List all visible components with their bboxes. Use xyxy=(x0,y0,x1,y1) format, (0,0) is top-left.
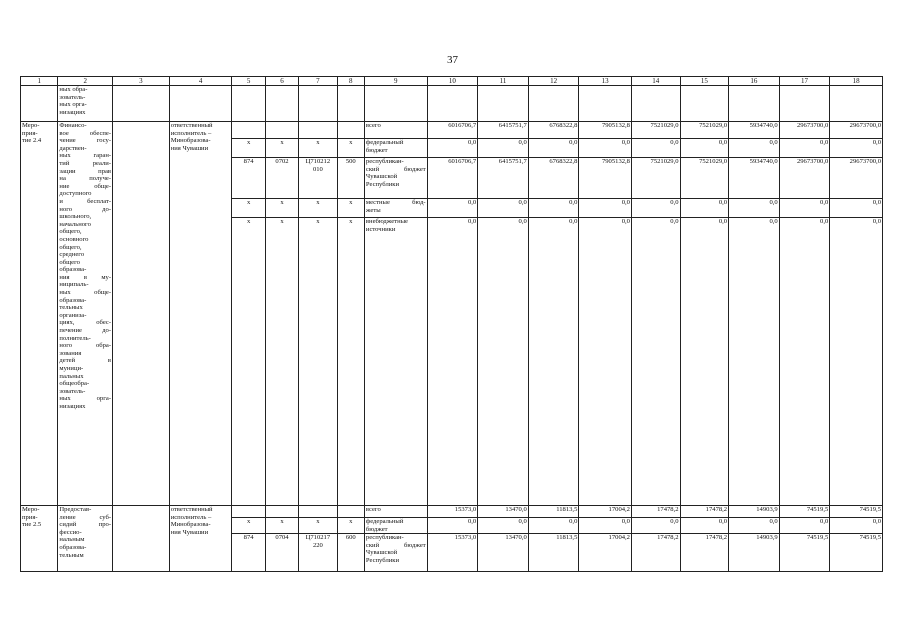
value-cell xyxy=(579,158,632,199)
value-cell xyxy=(779,199,830,218)
value-cell-text: 0,0 xyxy=(670,218,679,225)
value-cell xyxy=(631,518,680,534)
value-cell xyxy=(631,139,680,158)
value-cell-text: 7521029,0 xyxy=(699,158,728,165)
code-cell-text: x xyxy=(280,199,284,206)
column-header xyxy=(113,77,170,86)
code-cell-text: x xyxy=(316,518,320,525)
column-header-text: 12 xyxy=(550,77,558,85)
value-cell-text: 0,0 xyxy=(872,518,881,525)
value-cell-text: 7521029,0 xyxy=(650,158,679,165)
value-cell xyxy=(631,122,680,139)
code-cell xyxy=(265,158,298,199)
column-header xyxy=(528,77,579,86)
code-cell xyxy=(337,122,364,139)
column-header xyxy=(265,77,298,86)
code-cell xyxy=(232,518,265,534)
funding-source xyxy=(364,199,427,218)
column-header-text: 11 xyxy=(499,77,507,85)
value-cell xyxy=(830,518,883,534)
column-header-text: 17 xyxy=(800,77,808,85)
measure-executor-text: ответственный исполнитель – Минобразова- ния Чувашии xyxy=(170,506,213,536)
column-header-text: 18 xyxy=(852,77,860,85)
value-cell-text: 6016706,7 xyxy=(448,122,477,129)
value-cell-text: 0,0 xyxy=(820,518,829,525)
value-cell xyxy=(729,518,780,534)
code-cell-text: x xyxy=(280,218,284,225)
code-cell xyxy=(232,122,265,139)
column-header xyxy=(21,77,58,86)
value-cell-text: 7521029,0 xyxy=(650,122,679,129)
funding-source-text: всего xyxy=(365,506,381,513)
value-cell-text: 0,0 xyxy=(769,518,778,525)
value-cell xyxy=(528,506,579,518)
measure-executor xyxy=(169,122,232,506)
column-header-text: 8 xyxy=(349,77,353,85)
funding-source-text: местные бюд- жеты xyxy=(365,199,426,214)
value-cell xyxy=(631,506,680,518)
funding-source-text: внебюджетные источники xyxy=(365,218,408,233)
value-cell-text: 0,0 xyxy=(769,139,778,146)
value-cell xyxy=(680,518,729,534)
value-cell-text: 0,0 xyxy=(718,199,728,206)
value-cell xyxy=(631,534,680,572)
value-cell-text: 0,0 xyxy=(569,199,578,206)
value-cell xyxy=(729,534,780,572)
code-cell-text: x xyxy=(349,518,353,525)
value-cell xyxy=(427,158,478,199)
code-cell-text: 874 xyxy=(243,158,254,165)
column-header-text: 15 xyxy=(700,77,708,85)
value-cell xyxy=(528,199,579,218)
value-cell-text: 15373,0 xyxy=(454,506,477,513)
code-cell xyxy=(299,518,337,534)
page-number: 37 xyxy=(447,54,458,66)
value-cell-text: 5934740,0 xyxy=(749,158,778,165)
value-cell-text: 17478,2 xyxy=(705,534,728,542)
value-cell xyxy=(779,218,830,506)
code-cell-text: 600 xyxy=(345,534,356,542)
value-cell-text: 74519,5 xyxy=(806,534,829,542)
funding-source-text: республикан- ский бюджет Чувашской Республики xyxy=(365,534,426,564)
funding-source xyxy=(364,122,427,139)
table-cell xyxy=(579,86,632,122)
value-cell-text: 0,0 xyxy=(670,139,679,146)
column-header xyxy=(729,77,780,86)
value-cell-text: 6016706,7 xyxy=(448,158,477,165)
code-cell-text: x xyxy=(316,199,320,206)
value-cell xyxy=(478,139,529,158)
value-cell xyxy=(830,506,883,518)
value-cell-text: 29673700,0 xyxy=(849,122,881,129)
code-cell xyxy=(232,158,265,199)
value-cell-text: 29673700,0 xyxy=(849,158,881,165)
value-cell-text: 0,0 xyxy=(518,218,527,225)
code-cell xyxy=(232,506,265,518)
value-cell-text: 0,0 xyxy=(467,218,477,225)
funding-source xyxy=(364,218,427,506)
value-cell-text: 0,0 xyxy=(872,218,881,225)
value-cell xyxy=(579,518,632,534)
value-cell-text: 0,0 xyxy=(718,139,728,146)
value-cell xyxy=(631,218,680,506)
code-cell-text: x xyxy=(246,218,251,225)
column-header-text: 7 xyxy=(316,77,320,85)
value-cell-text: 74519,5 xyxy=(806,506,829,513)
value-cell-text: 0,0 xyxy=(569,218,578,225)
value-cell xyxy=(478,534,529,572)
value-cell xyxy=(779,158,830,199)
value-cell-text: 11813,5 xyxy=(556,534,578,542)
code-cell-text: x xyxy=(246,518,251,525)
code-cell xyxy=(337,518,364,534)
funding-source-text: федеральный бюджет xyxy=(365,139,404,154)
table-cell xyxy=(21,86,58,122)
value-cell-text: 29673700,0 xyxy=(796,122,829,129)
continued-description xyxy=(58,86,113,122)
code-cell-text: 0702 xyxy=(275,158,289,165)
value-cell xyxy=(680,199,729,218)
value-cell xyxy=(528,158,579,199)
value-cell-text: 7905132,8 xyxy=(601,158,630,165)
table-row xyxy=(21,122,883,139)
table-cell xyxy=(830,86,883,122)
code-cell xyxy=(299,534,337,572)
funding-source xyxy=(364,534,427,572)
table-cell xyxy=(364,86,427,122)
value-cell xyxy=(478,218,529,506)
value-cell-text: 13470,0 xyxy=(505,534,527,542)
code-cell xyxy=(265,534,298,572)
column-header-text: 9 xyxy=(394,77,398,85)
column-header-text: 1 xyxy=(37,77,41,85)
value-cell-text: 0,0 xyxy=(670,518,679,525)
code-cell xyxy=(337,158,364,199)
column-header xyxy=(232,77,265,86)
code-cell-text: 874 xyxy=(243,534,254,542)
value-cell xyxy=(427,218,478,506)
column-header xyxy=(337,77,364,86)
table-cell xyxy=(729,86,780,122)
code-cell-text: x xyxy=(246,199,251,206)
value-cell-text: 5934740,0 xyxy=(749,122,778,129)
value-cell-text: 0,0 xyxy=(872,139,881,146)
value-cell xyxy=(579,218,632,506)
column-header xyxy=(299,77,337,86)
code-cell xyxy=(265,122,298,139)
code-cell-text: Ц710212 010 xyxy=(305,158,331,173)
column-header-text: 16 xyxy=(750,77,758,85)
value-cell xyxy=(830,218,883,506)
value-cell-text: 0,0 xyxy=(621,139,630,146)
value-cell-text: 0,0 xyxy=(621,218,630,225)
column-header xyxy=(579,77,632,86)
table-cell xyxy=(427,86,478,122)
value-cell-text: 0,0 xyxy=(467,139,477,146)
value-cell-text: 0,0 xyxy=(467,199,477,206)
value-cell-text: 6768322,8 xyxy=(549,158,578,165)
code-cell-text: x xyxy=(349,139,353,146)
value-cell-text: 17004,2 xyxy=(608,506,630,513)
value-cell-text: 74519,5 xyxy=(859,534,881,542)
column-header-text: 4 xyxy=(198,77,203,85)
value-cell-text: 11813,5 xyxy=(556,506,578,513)
column-header-text: 10 xyxy=(448,77,456,85)
value-cell-text: 0,0 xyxy=(820,139,829,146)
value-cell xyxy=(528,218,579,506)
table-cell xyxy=(299,86,337,122)
column-header xyxy=(680,77,729,86)
code-cell-text: x xyxy=(246,139,251,146)
empty-cell xyxy=(113,506,170,572)
funding-source xyxy=(364,139,427,158)
code-cell-text: 500 xyxy=(345,158,356,165)
code-cell xyxy=(299,122,337,139)
column-header-text: 3 xyxy=(139,77,143,85)
value-cell xyxy=(427,199,478,218)
value-cell xyxy=(579,506,632,518)
value-cell-text: 74519,5 xyxy=(859,506,881,513)
value-cell xyxy=(579,139,632,158)
continued-description-text: ных обра- зователь- ных орга- низациях xyxy=(59,86,88,116)
value-cell xyxy=(478,122,529,139)
measure-description-text: Финансо- вое обеспе- чение госу- дарствен- ных гаран- тий реали- зации прав на получе- ние обще- доступного и бесплат- ного до- школьного, начального общего, основного общего, среднего общего образова- ния в му- ниципаль- ных обще- образова- тельных организа- циях, обес- печение до- полнитель- ного обра- зования детей в муници- пальных общеобра- зователь- ных орга- низациях xyxy=(59,122,112,410)
code-cell xyxy=(337,218,364,506)
column-header xyxy=(631,77,680,86)
column-header-text: 5 xyxy=(246,77,251,85)
value-cell xyxy=(427,122,478,139)
column-header xyxy=(779,77,830,86)
code-cell xyxy=(265,139,298,158)
value-cell-text: 17478,2 xyxy=(657,506,679,513)
table-cell xyxy=(631,86,680,122)
value-cell-text: 0,0 xyxy=(518,518,527,525)
value-cell xyxy=(830,122,883,139)
value-cell xyxy=(680,139,729,158)
value-cell-text: 0,0 xyxy=(718,218,728,225)
column-header-text: 6 xyxy=(280,77,284,85)
value-cell xyxy=(779,534,830,572)
code-cell xyxy=(299,506,337,518)
column-header-text: 14 xyxy=(652,77,660,85)
code-cell-text: x xyxy=(316,218,320,225)
value-cell-text: 0,0 xyxy=(569,139,578,146)
table-row xyxy=(21,506,883,518)
code-cell xyxy=(337,506,364,518)
value-cell xyxy=(779,122,830,139)
value-cell xyxy=(478,199,529,218)
table-cell xyxy=(169,86,232,122)
code-cell xyxy=(265,218,298,506)
value-cell-text: 6768322,8 xyxy=(549,122,578,129)
value-cell-text: 0,0 xyxy=(518,199,527,206)
value-cell xyxy=(478,158,529,199)
value-cell xyxy=(830,158,883,199)
value-cell-text: 7905132,8 xyxy=(601,122,630,129)
measure-executor xyxy=(169,506,232,572)
code-cell xyxy=(232,218,265,506)
value-cell xyxy=(779,139,830,158)
code-cell-text: Ц710217 220 xyxy=(305,534,331,549)
table-cell xyxy=(478,86,529,122)
value-cell-text: 7521029,0 xyxy=(699,122,728,129)
value-cell-text: 17478,2 xyxy=(705,506,728,513)
measure-label xyxy=(21,122,58,506)
value-cell-text: 29673700,0 xyxy=(796,158,829,165)
value-cell-text: 17004,2 xyxy=(608,534,630,542)
value-cell-text: 14903,9 xyxy=(756,534,778,542)
value-cell-text: 14903,9 xyxy=(756,506,778,513)
value-cell xyxy=(478,518,529,534)
code-cell xyxy=(232,534,265,572)
value-cell xyxy=(579,199,632,218)
value-cell xyxy=(427,139,478,158)
funding-source xyxy=(364,158,427,199)
table-cell xyxy=(265,86,298,122)
code-cell xyxy=(265,518,298,534)
value-cell-text: 0,0 xyxy=(621,518,630,525)
table-cell xyxy=(337,86,364,122)
value-cell xyxy=(478,506,529,518)
funding-source-text: федеральный бюджет xyxy=(365,518,404,533)
table-cell xyxy=(779,86,830,122)
value-cell xyxy=(631,199,680,218)
code-cell xyxy=(299,199,337,218)
measure-label xyxy=(21,506,58,572)
column-header-row xyxy=(21,77,883,86)
column-header xyxy=(58,77,113,86)
value-cell xyxy=(830,534,883,572)
table-row xyxy=(21,86,883,122)
empty-cell xyxy=(113,122,170,506)
value-cell xyxy=(427,534,478,572)
value-cell-text: 17478,2 xyxy=(657,534,679,542)
value-cell xyxy=(631,158,680,199)
value-cell xyxy=(680,506,729,518)
value-cell-text: 15373,0 xyxy=(454,534,477,542)
value-cell xyxy=(729,506,780,518)
value-cell xyxy=(680,218,729,506)
code-cell xyxy=(265,199,298,218)
value-cell xyxy=(680,534,729,572)
measure-description-text: Предостав- ление суб- сидий про- фессио- нальным образова- тельным xyxy=(59,506,112,559)
value-cell-text: 0,0 xyxy=(718,518,728,525)
value-cell-text: 0,0 xyxy=(518,139,527,146)
code-cell xyxy=(232,139,265,158)
value-cell xyxy=(528,139,579,158)
value-cell xyxy=(729,158,780,199)
value-cell xyxy=(528,534,579,572)
code-cell-text: x xyxy=(349,218,353,225)
value-cell xyxy=(427,518,478,534)
value-cell-text: 0,0 xyxy=(621,199,630,206)
measure-label-text: Меро- прия- тие 2.4 xyxy=(22,122,42,145)
code-cell-text: x xyxy=(349,199,353,206)
code-cell-text: x xyxy=(316,139,320,146)
code-cell xyxy=(337,199,364,218)
value-cell xyxy=(528,122,579,139)
value-cell-text: 0,0 xyxy=(820,199,829,206)
column-header xyxy=(427,77,478,86)
funding-source-text: республикан- ский бюджет Чувашской Республики xyxy=(365,158,426,188)
value-cell xyxy=(680,158,729,199)
value-cell-text: 0,0 xyxy=(569,518,578,525)
value-cell-text: 0,0 xyxy=(467,518,477,525)
table-cell xyxy=(680,86,729,122)
funding-source xyxy=(364,518,427,534)
value-cell-text: 0,0 xyxy=(670,199,679,206)
value-cell xyxy=(779,506,830,518)
code-cell xyxy=(299,139,337,158)
value-cell xyxy=(729,139,780,158)
column-header-text: 2 xyxy=(83,77,87,85)
column-header xyxy=(169,77,232,86)
funding-source-text: всего xyxy=(365,122,381,129)
value-cell xyxy=(830,139,883,158)
code-cell xyxy=(337,534,364,572)
value-cell xyxy=(729,199,780,218)
budget-table xyxy=(20,76,883,572)
value-cell xyxy=(427,506,478,518)
value-cell xyxy=(579,122,632,139)
value-cell xyxy=(779,518,830,534)
code-cell xyxy=(299,218,337,506)
value-cell xyxy=(579,534,632,572)
value-cell xyxy=(680,122,729,139)
table-cell xyxy=(113,86,170,122)
code-cell xyxy=(265,506,298,518)
value-cell-text: 6415751,7 xyxy=(498,122,527,129)
funding-source xyxy=(364,506,427,518)
value-cell xyxy=(729,122,780,139)
column-header xyxy=(478,77,529,86)
code-cell-text: x xyxy=(280,139,284,146)
measure-description xyxy=(58,506,113,572)
column-header-text: 13 xyxy=(601,77,609,85)
code-cell-text: x xyxy=(280,518,284,525)
value-cell-text: 0,0 xyxy=(872,199,881,206)
value-cell-text: 13470,0 xyxy=(505,506,527,513)
column-header xyxy=(364,77,427,86)
table-cell xyxy=(232,86,265,122)
value-cell-text: 0,0 xyxy=(769,199,778,206)
value-cell xyxy=(830,199,883,218)
value-cell-text: 6415751,7 xyxy=(498,158,527,165)
measure-label-text: Меро- прия- тие 2.5 xyxy=(22,506,42,529)
code-cell xyxy=(337,139,364,158)
value-cell-text: 0,0 xyxy=(769,218,778,225)
value-cell xyxy=(729,218,780,506)
measure-executor-text: ответственный исполнитель – Минобразова- ния Чувашии xyxy=(170,122,213,152)
column-header xyxy=(830,77,883,86)
value-cell xyxy=(528,518,579,534)
code-cell-text: 0704 xyxy=(275,534,289,542)
code-cell xyxy=(232,199,265,218)
measure-description xyxy=(58,122,113,506)
table-cell xyxy=(528,86,579,122)
value-cell-text: 0,0 xyxy=(820,218,829,225)
code-cell xyxy=(299,158,337,199)
